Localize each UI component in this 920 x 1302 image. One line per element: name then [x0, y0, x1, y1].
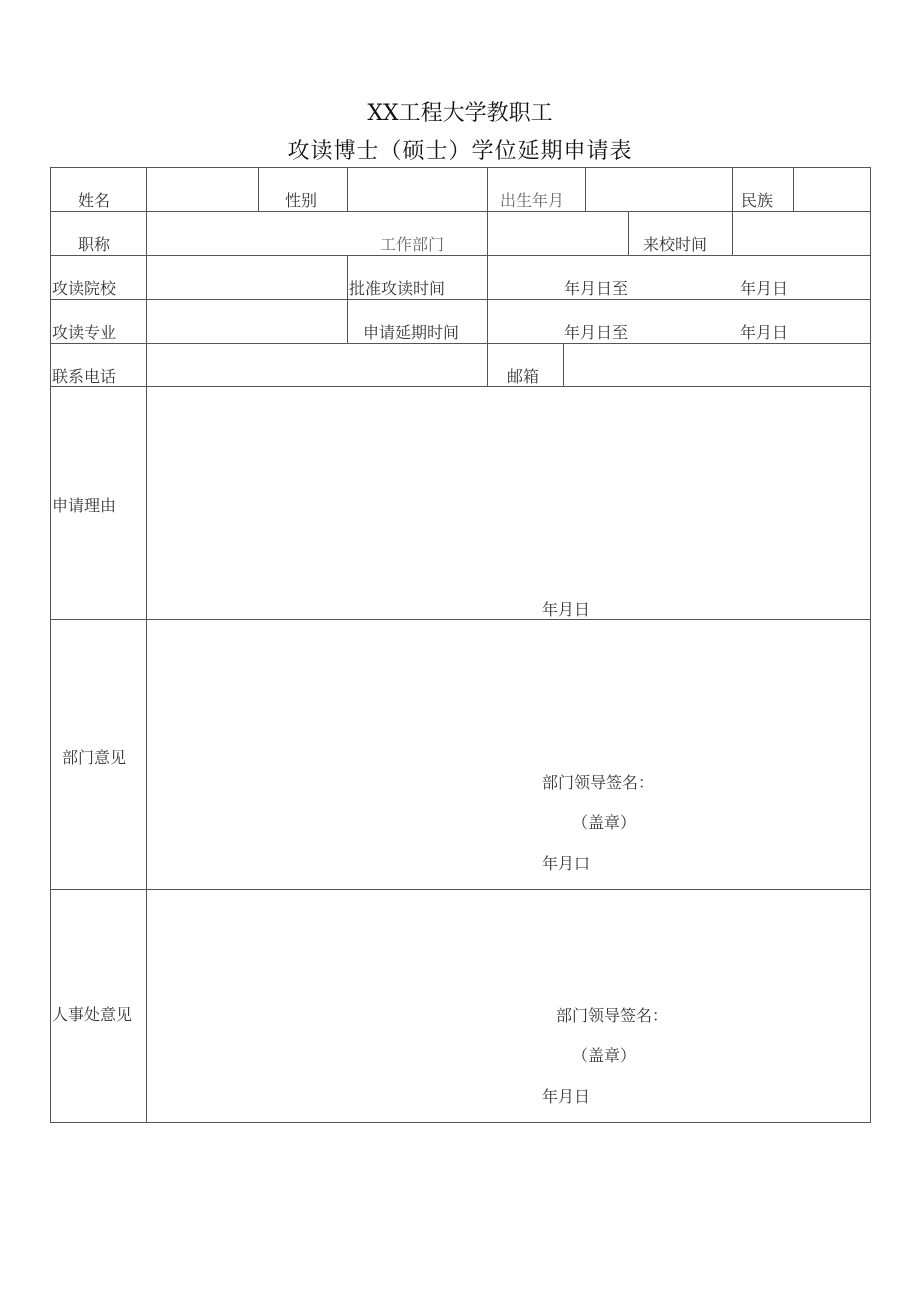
work-dept-field[interactable] — [489, 213, 626, 253]
table-line — [347, 167, 348, 211]
dept-opinion-field[interactable] — [148, 621, 868, 761]
table-line — [732, 211, 733, 255]
form-subtitle: 攻读博士（硕士）学位延期申请表 — [287, 139, 633, 164]
dept-seal: （盖章） — [572, 813, 637, 832]
hr-sign: 部门领导签名： — [556, 1006, 669, 1025]
dept-date: 年月口 — [542, 854, 591, 873]
birth-field[interactable] — [587, 169, 730, 209]
table-line — [793, 167, 794, 211]
ethnicity-field[interactable] — [795, 169, 868, 209]
table-line — [50, 299, 871, 300]
table-line — [347, 255, 348, 343]
birth-label: 出生年月 — [500, 191, 565, 210]
work-dept-label: 工作部门 — [380, 235, 445, 254]
table-line — [585, 167, 586, 211]
table-line — [563, 343, 564, 386]
phone-field[interactable] — [148, 345, 485, 384]
join-time-field[interactable] — [734, 213, 868, 253]
table-line — [50, 211, 871, 212]
table-line — [50, 889, 871, 890]
email-field[interactable] — [565, 345, 868, 384]
reason-label: 申请理由 — [52, 496, 117, 515]
extension-to: 年月日 — [740, 323, 789, 342]
table-line — [50, 619, 871, 620]
table-line — [50, 343, 871, 344]
table-line — [487, 255, 488, 343]
study-school-field[interactable] — [148, 257, 345, 297]
table-line — [50, 1122, 871, 1123]
email-label: 邮箱 — [507, 367, 540, 386]
dept-opinion-label: 部门意见 — [62, 748, 127, 767]
dept-sign: 部门领导签名： — [542, 773, 655, 792]
extension-from: 年月日至 — [564, 323, 629, 342]
approved-time-label: 批准攻读时间 — [349, 279, 446, 298]
join-time-label: 来校时间 — [643, 235, 708, 254]
table-line — [487, 167, 488, 211]
table-line — [487, 211, 488, 255]
reason-field[interactable] — [148, 388, 868, 588]
table-line — [732, 167, 733, 211]
phone-label: 联系电话 — [52, 367, 117, 386]
study-major-field[interactable] — [148, 301, 345, 341]
table-line — [870, 167, 871, 1123]
name-field[interactable] — [148, 169, 256, 209]
ethnicity-label: 民族 — [741, 191, 774, 210]
job-title-label: 职称 — [78, 235, 111, 254]
table-line — [50, 255, 871, 256]
job-title-field[interactable] — [148, 213, 348, 253]
gender-field[interactable] — [349, 169, 485, 209]
study-major-label: 攻读专业 — [52, 323, 117, 342]
hr-seal: （盖章） — [572, 1046, 637, 1065]
study-school-label: 攻读院校 — [52, 279, 117, 298]
approved-to: 年月日 — [740, 279, 789, 298]
hr-date: 年月日 — [542, 1087, 591, 1106]
gender-label: 性别 — [285, 191, 318, 210]
approved-from: 年月日至 — [564, 279, 629, 298]
table-line — [50, 386, 871, 387]
table-line — [487, 343, 488, 386]
table-line — [50, 167, 51, 1123]
reason-date: 年月日 — [542, 600, 591, 619]
table-line — [628, 211, 629, 255]
table-line — [146, 167, 147, 1123]
name-label: 姓名 — [78, 191, 111, 210]
hr-opinion-field[interactable] — [148, 891, 868, 991]
table-line — [50, 167, 871, 168]
form-title: XX工程大学教职工 — [367, 101, 553, 126]
hr-opinion-label: 人事处意见 — [52, 1005, 133, 1024]
table-line — [258, 167, 259, 211]
extension-time-label: 申请延期时间 — [363, 323, 460, 342]
